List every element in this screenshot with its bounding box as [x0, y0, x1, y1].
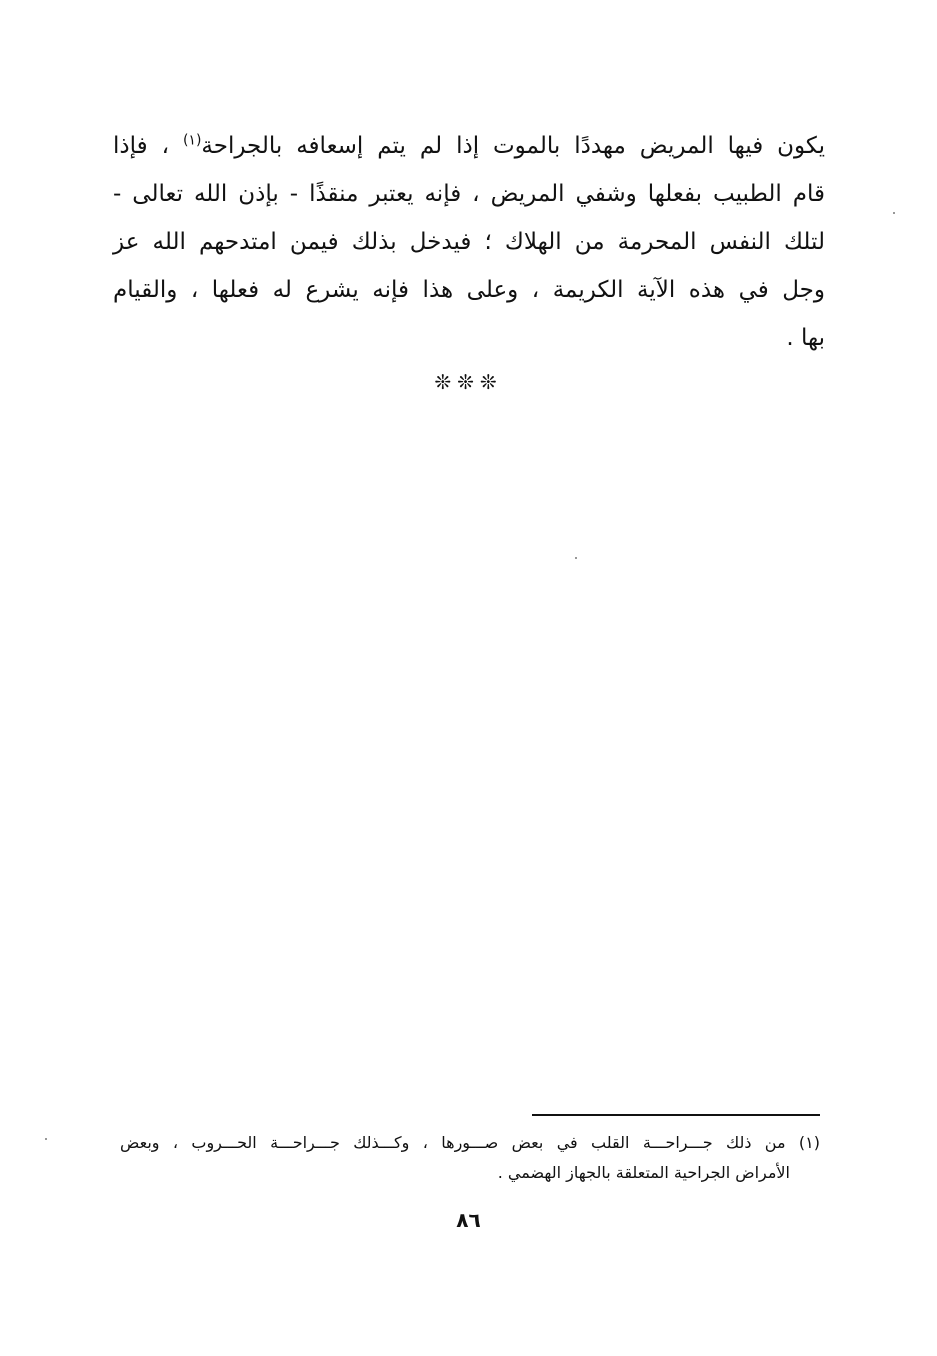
- footnote-reference: (١): [182, 132, 202, 149]
- paragraph-line-2: قام الطبيب بفعلها وشفي المريض ، فإنه يعتبر منقذًا - بإذن الله تعالى -: [113, 181, 825, 207]
- paragraph-line-4: وجل في هذه الآية الكريمة ، وعلى هذا فإنه يشرع له فعلها ، والقيام: [113, 277, 825, 303]
- scan-speck: [45, 1138, 47, 1140]
- paragraph-line-1-tail: ، فإذا: [113, 133, 169, 159]
- footnote-line-2: الأمراض الجراحية المتعلقة بالجهاز الهضمي .: [497, 1163, 790, 1182]
- paragraph-line-1: [113, 122, 825, 170]
- main-paragraph: [113, 122, 825, 362]
- scan-speck: [893, 212, 895, 214]
- footnote-divider: [532, 1114, 820, 1116]
- scan-speck: [575, 557, 577, 559]
- page-number: ٨٦: [456, 1208, 481, 1232]
- section-separator: ❊❊❊: [434, 370, 503, 394]
- paragraph-line-1-text: يكون فيها المريض مهددًا بالموت إذا لم يتم إسعافه بالجراحة: [201, 133, 826, 159]
- paragraph-line-5: بها .: [786, 325, 825, 351]
- footnote: [120, 1128, 820, 1188]
- paragraph-line-3: لتلك النفس المحرمة من الهلاك ؛ فيدخل بذلك فيمن امتدحهم الله عز: [113, 229, 825, 255]
- footnote-line-1: (١) من ذلك جـــراحـــة القلب في بعض صـــورها ، وكـــذلك جـــراحـــة الحـــروب ، وبعض: [120, 1133, 820, 1152]
